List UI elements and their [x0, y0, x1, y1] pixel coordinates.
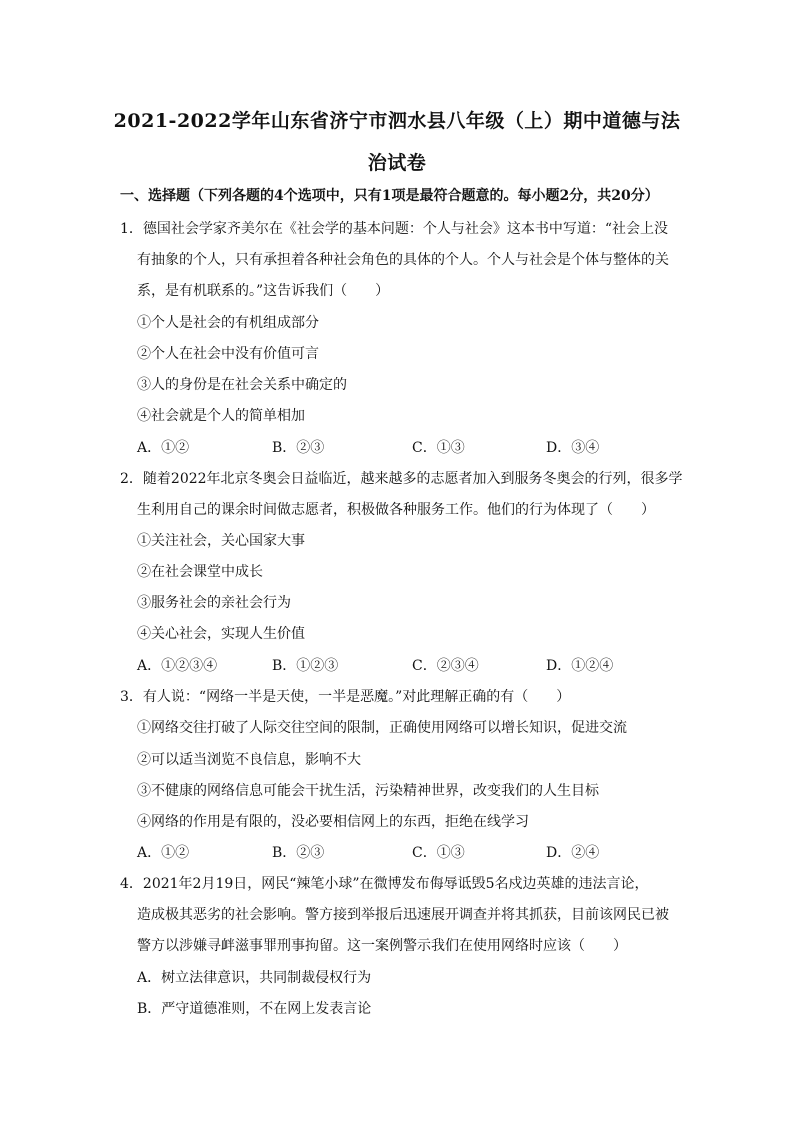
- question-1-choice-c[interactable]: C．①③: [412, 440, 465, 456]
- question-1-stem-line: 1．德国社会学家齐美尔在《社会学的基本问题：个人与社会》这本书中写道：“社会上没: [120, 221, 669, 237]
- question-2-stem-line: 生利用自己的课余时间做志愿者，积极做各种服务工作。他们的行为体现了（ ）: [137, 502, 655, 518]
- question-1-choice-a[interactable]: A．①②: [137, 440, 190, 456]
- question-3-choice-b[interactable]: B．②③: [272, 845, 325, 861]
- question-1-stem-line: 有抽象的个人，只有承担着各种社会角色的具体的个人。个人与社会是个体与整体的关: [137, 252, 669, 268]
- question-3-item: ①网络交往打破了人际交往空间的限制，正确使用网络可以增长知识，促进交流: [137, 720, 627, 736]
- exam-title-line1: 2021-2022学年山东省济宁市泗水县八年级（上）期中道德与法: [113, 110, 681, 132]
- question-2-item: ②在社会课堂中成长: [137, 564, 263, 580]
- question-3-item: ④网络的作用是有限的，没必要相信网上的东西，拒绝在线学习: [137, 814, 529, 830]
- question-1-stem-line: 系，是有机联系的。”这告诉我们（ ）: [137, 283, 390, 299]
- question-3-item: ③不健康的网络信息可能会干扰生活，污染精神世界，改变我们的人生目标: [137, 783, 599, 799]
- question-2-stem-line: 2．随着2022年北京冬奥会日益临近，越来越多的志愿者加入到服务冬奥会的行列，很多学: [120, 471, 683, 487]
- question-4-choice-b[interactable]: B．严守道德准则，不在网上发表言论: [137, 1001, 372, 1017]
- question-1-item: ④社会就是个人的简单相加: [137, 408, 305, 424]
- question-3-item: ②可以适当浏览不良信息，影响不大: [137, 752, 361, 768]
- exam-title-line2: 治试卷: [367, 152, 427, 174]
- question-3-choice-a[interactable]: A．①②: [137, 845, 190, 861]
- question-1-item: ②个人在社会中没有价值可言: [137, 346, 319, 362]
- question-4-choice-a[interactable]: A．树立法律意识，共同制裁侵权行为: [137, 970, 372, 986]
- question-1-choice-d[interactable]: D．③④: [546, 440, 600, 456]
- question-4-stem-line: 警方以涉嫌寻衅滋事罪刑事拘留。这一案例警示我们在使用网络时应该（ ）: [137, 938, 627, 954]
- question-4-stem-line: 4．2021年2月19日，网民“辣笔小球”在微博发布侮辱诋毁5名戍边英雄的违法言论，: [120, 876, 649, 892]
- question-3-stem-line: 3．有人说：“网络一半是天使，一半是恶魔。”对此理解正确的有（ ）: [120, 689, 571, 705]
- question-3-choice-c[interactable]: C．①③: [412, 845, 465, 861]
- question-4-stem-line: 造成极其恶劣的社会影响。警方接到举报后迅速展开调查并将其抓获，目前该网民已被: [137, 907, 669, 923]
- question-1-item: ①个人是社会的有机组成部分: [137, 315, 319, 331]
- question-1-item: ③人的身份是在社会关系中确定的: [137, 377, 347, 393]
- question-2-choice-b[interactable]: B．①②③: [272, 658, 339, 674]
- question-2-item: ①关注社会，关心国家大事: [137, 533, 305, 549]
- section-heading: 一、选择题（下列各题的4个选项中，只有1项是最符合题意的。每小题2分，共20分）: [120, 188, 659, 204]
- question-1-choice-b[interactable]: B．②③: [272, 440, 325, 456]
- question-2-item: ④关心社会，实现人生价值: [137, 626, 305, 642]
- question-2-choice-d[interactable]: D．①②④: [546, 658, 614, 674]
- question-2-choice-a[interactable]: A．①②③④: [137, 658, 218, 674]
- question-2-choice-c[interactable]: C．②③④: [412, 658, 479, 674]
- question-3-choice-d[interactable]: D．②④: [546, 845, 600, 861]
- question-2-item: ③服务社会的亲社会行为: [137, 595, 291, 611]
